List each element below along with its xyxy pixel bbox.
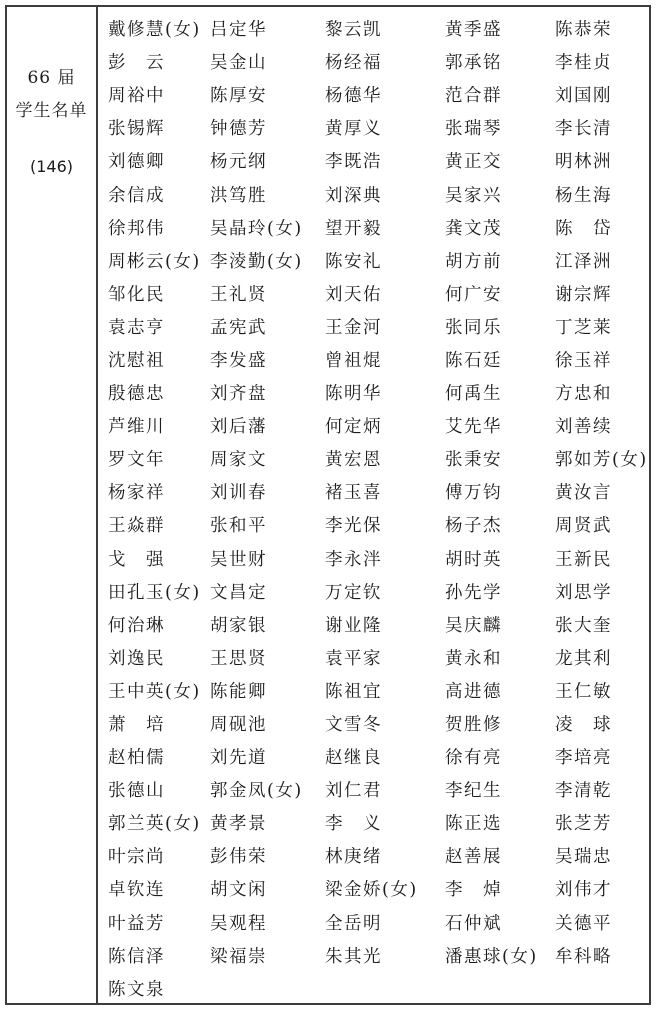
name-cell: 陈正选 — [445, 814, 502, 835]
name-cell: 黄永和 — [445, 648, 502, 669]
name-cell: 黄季盛 — [445, 20, 502, 41]
name-cell: 谢业隆 — [325, 615, 382, 636]
name-cell: 明林洲 — [555, 152, 612, 173]
name-cell: 芦维川 — [108, 417, 165, 438]
name-cell: 陈明华 — [325, 384, 382, 405]
name-cell: 吕定华 — [210, 20, 267, 41]
name-cell: 张德山 — [108, 781, 165, 802]
name-cell: 李淩勤(女) — [210, 251, 303, 272]
name-cell: 杨子杰 — [445, 516, 502, 537]
name-cell: 张芝芳 — [555, 814, 612, 835]
table-row — [98, 310, 649, 343]
table-row — [98, 806, 649, 839]
table-row — [98, 939, 649, 972]
name-cell: 朱其光 — [325, 946, 382, 967]
table-row — [98, 740, 649, 773]
name-cell: 戈 强 — [108, 549, 165, 570]
name-cell: 陈信泽 — [108, 946, 165, 967]
name-cell: 文昌定 — [210, 582, 267, 603]
name-cell: 关德平 — [555, 913, 612, 934]
roster-title-label: 学生名单 — [15, 101, 88, 121]
name-cell: 孙先学 — [445, 582, 502, 603]
name-cell: 刘先道 — [210, 748, 267, 769]
name-cell: 赵柏儒 — [108, 748, 165, 769]
name-cell: 郭如芳(女) — [555, 450, 648, 471]
name-cell: 梁福崇 — [210, 946, 267, 967]
name-cell: 刘仁君 — [325, 781, 382, 802]
name-cell: 龙其利 — [555, 648, 612, 669]
table-row — [98, 542, 649, 575]
name-cell: 杨元纲 — [210, 152, 267, 173]
name-cell: 万定钦 — [325, 582, 382, 603]
name-cell: 周贤武 — [555, 516, 612, 537]
name-cell: 李培亮 — [555, 748, 612, 769]
name-cell: 袁志亨 — [108, 317, 165, 338]
table-row — [98, 707, 649, 740]
name-cell: 张瑞琴 — [445, 119, 502, 140]
name-cell: 罗文年 — [108, 450, 165, 471]
name-cell: 洪笃胜 — [210, 185, 267, 206]
name-cell: 陈 岱 — [555, 218, 612, 239]
table-row — [98, 376, 649, 409]
name-cell: 李发盛 — [210, 350, 267, 371]
name-cell: 文雪冬 — [325, 715, 382, 736]
name-cell: 沈慰祖 — [108, 350, 165, 371]
name-cell: 李长清 — [555, 119, 612, 140]
name-cell: 李永泮 — [325, 549, 382, 570]
name-cell: 吴家兴 — [445, 185, 502, 206]
name-cell: 胡文闲 — [210, 880, 267, 901]
table-row — [98, 508, 649, 541]
name-cell: 吴晶玲(女) — [210, 218, 303, 239]
name-cell: 何广安 — [445, 284, 502, 305]
name-cell: 刘齐盘 — [210, 384, 267, 405]
name-cell: 凌 球 — [555, 715, 612, 736]
name-cell: 黄宏恩 — [325, 450, 382, 471]
name-cell: 黄孝景 — [210, 814, 267, 835]
name-cell: 林庚绪 — [325, 847, 382, 868]
name-cell: 刘伟才 — [555, 880, 612, 901]
table-row — [98, 641, 649, 674]
name-cell: 赵继良 — [325, 748, 382, 769]
name-cell: 黄汝言 — [555, 483, 612, 504]
name-cell: 殷德忠 — [108, 384, 165, 405]
name-cell: 郭金凤(女) — [210, 781, 303, 802]
table-row — [98, 277, 649, 310]
name-cell: 陈厚安 — [210, 86, 267, 107]
name-cell: 黄正交 — [445, 152, 502, 173]
name-cell: 龚文茂 — [445, 218, 502, 239]
name-cell: 何治琳 — [108, 615, 165, 636]
name-cell: 刘思学 — [555, 582, 612, 603]
student-roster-table — [5, 5, 651, 1005]
table-row — [98, 177, 649, 210]
table-row — [98, 872, 649, 905]
name-cell: 陈石廷 — [445, 350, 502, 371]
name-cell: 吴金山 — [210, 53, 267, 74]
name-cell: 何定炳 — [325, 417, 382, 438]
name-cell: 周砚池 — [210, 715, 267, 736]
table-row — [98, 343, 649, 376]
name-cell: 张锡辉 — [108, 119, 165, 140]
name-cell: 高进德 — [445, 681, 502, 702]
name-cell: 范合群 — [445, 86, 502, 107]
name-cell: 袁平家 — [325, 648, 382, 669]
name-cell: 刘逸民 — [108, 648, 165, 669]
table-row — [98, 906, 649, 939]
name-cell: 钟德芳 — [210, 119, 267, 140]
name-cell: 刘善续 — [555, 417, 612, 438]
name-cell: 李光保 — [325, 516, 382, 537]
name-cell: 郭兰英(女) — [108, 814, 201, 835]
name-cell: 刘国刚 — [555, 86, 612, 107]
name-cell: 吴瑞忠 — [555, 847, 612, 868]
name-cell: 胡方前 — [445, 251, 502, 272]
name-cell: 徐玉祥 — [555, 350, 612, 371]
name-cell: 周家文 — [210, 450, 267, 471]
name-cell: 萧 培 — [108, 715, 165, 736]
name-cell: 杨家祥 — [108, 483, 165, 504]
table-row — [98, 773, 649, 806]
roster-header-cell — [7, 7, 98, 1003]
name-cell: 王焱群 — [108, 516, 165, 537]
names-grid — [98, 7, 649, 1003]
table-row — [98, 442, 649, 475]
name-cell: 叶宗尚 — [108, 847, 165, 868]
name-cell: 黄厚义 — [325, 119, 382, 140]
student-count-label: (146) — [29, 157, 74, 176]
name-cell: 陈文泉 — [108, 979, 165, 1000]
name-cell: 陈安礼 — [325, 251, 382, 272]
name-cell: 刘天佑 — [325, 284, 382, 305]
name-cell: 孟宪武 — [210, 317, 267, 338]
name-cell: 刘深典 — [325, 185, 382, 206]
name-cell: 卓钦连 — [108, 880, 165, 901]
name-cell: 余信成 — [108, 185, 165, 206]
table-row — [98, 78, 649, 111]
name-cell: 何禹生 — [445, 384, 502, 405]
name-cell: 张大奎 — [555, 615, 612, 636]
table-row — [98, 608, 649, 641]
name-cell: 杨德华 — [325, 86, 382, 107]
table-row — [98, 45, 649, 78]
name-cell: 梁金娇(女) — [325, 880, 418, 901]
name-cell: 李清乾 — [555, 781, 612, 802]
name-cell: 贺胜修 — [445, 715, 502, 736]
name-cell: 胡家银 — [210, 615, 267, 636]
name-cell: 彭伟荣 — [210, 847, 267, 868]
table-row — [98, 674, 649, 707]
table-row — [98, 244, 649, 277]
name-cell: 潘惠球(女) — [445, 946, 538, 967]
class-year-label: 66 届 — [27, 68, 76, 88]
name-cell: 李 焯 — [445, 880, 502, 901]
table-row — [98, 409, 649, 442]
name-cell: 褚玉喜 — [325, 483, 382, 504]
name-cell: 陈恭荣 — [555, 20, 612, 41]
name-cell: 吴庆麟 — [445, 615, 502, 636]
name-cell: 杨经福 — [325, 53, 382, 74]
name-cell: 王礼贤 — [210, 284, 267, 305]
table-row — [98, 475, 649, 508]
table-row — [98, 12, 649, 45]
name-cell: 胡时英 — [445, 549, 502, 570]
name-cell: 张和平 — [210, 516, 267, 537]
name-cell: 徐邦伟 — [108, 218, 165, 239]
name-cell: 李纪生 — [445, 781, 502, 802]
name-cell: 谢宗辉 — [555, 284, 612, 305]
name-cell: 吴世财 — [210, 549, 267, 570]
name-cell: 望开毅 — [325, 218, 382, 239]
name-cell: 吴观程 — [210, 913, 267, 934]
table-row — [98, 575, 649, 608]
name-cell: 王仁敏 — [555, 681, 612, 702]
table-row — [98, 211, 649, 244]
name-cell: 方忠和 — [555, 384, 612, 405]
name-cell: 李 义 — [325, 814, 382, 835]
name-cell: 陈祖宜 — [325, 681, 382, 702]
name-cell: 陈能卿 — [210, 681, 267, 702]
table-row — [98, 839, 649, 872]
name-cell: 江泽洲 — [555, 251, 612, 272]
name-cell: 刘训春 — [210, 483, 267, 504]
name-cell: 徐有亮 — [445, 748, 502, 769]
name-cell: 戴修慧(女) — [108, 20, 201, 41]
table-row — [98, 972, 649, 1005]
name-cell: 傅万钧 — [445, 483, 502, 504]
name-cell: 田孔玉(女) — [108, 582, 201, 603]
name-cell: 王思贤 — [210, 648, 267, 669]
name-cell: 赵善展 — [445, 847, 502, 868]
table-row — [98, 144, 649, 177]
name-cell: 黎云凯 — [325, 20, 382, 41]
name-cell: 丁芝莱 — [555, 317, 612, 338]
name-cell: 周裕中 — [108, 86, 165, 107]
name-cell: 邹化民 — [108, 284, 165, 305]
name-cell: 全岳明 — [325, 913, 382, 934]
name-cell: 李既浩 — [325, 152, 382, 173]
name-cell: 石仲斌 — [445, 913, 502, 934]
name-cell: 刘后藩 — [210, 417, 267, 438]
name-cell: 牟科略 — [555, 946, 612, 967]
name-cell: 李桂贞 — [555, 53, 612, 74]
name-cell: 王金河 — [325, 317, 382, 338]
name-cell: 叶益芳 — [108, 913, 165, 934]
name-cell: 彭 云 — [108, 53, 165, 74]
name-cell: 曾祖焜 — [325, 350, 382, 371]
name-cell: 刘德卿 — [108, 152, 165, 173]
name-cell: 周彬云(女) — [108, 251, 201, 272]
name-cell: 张同乐 — [445, 317, 502, 338]
name-cell: 张秉安 — [445, 450, 502, 471]
table-row — [98, 111, 649, 144]
name-cell: 王新民 — [555, 549, 612, 570]
name-cell: 王中英(女) — [108, 681, 201, 702]
name-cell: 艾先华 — [445, 417, 502, 438]
name-cell: 郭承铭 — [445, 53, 502, 74]
name-cell: 杨生海 — [555, 185, 612, 206]
